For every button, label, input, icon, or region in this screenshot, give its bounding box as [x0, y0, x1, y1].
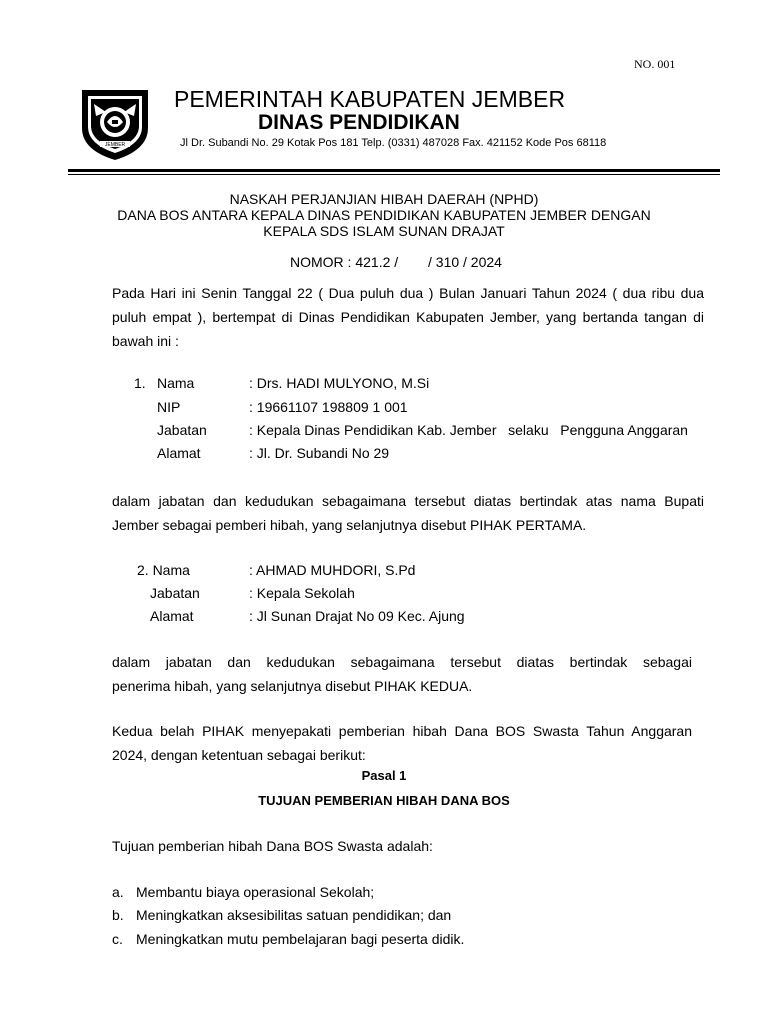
- party2-name-value: : AHMAD MUHDORI, S.Pd: [249, 562, 416, 578]
- paragraph-line: Pada Hari ini Senin Tanggal 22 ( Dua puluh dua ) Bulan Januari Tahun 2024 ( dua ribu dua: [112, 285, 704, 301]
- paragraph-line: 2024, dengan ketentuan sebagai berikut:: [112, 747, 366, 763]
- party1-description: [112, 489, 704, 537]
- paragraph-line: dalam jabatan dan kedudukan sebagaimana tersebut diatas bertindak sebagai: [112, 654, 692, 670]
- paragraph-line: dalam jabatan dan kedudukan sebagaimana tersebut diatas bertindak atas nama Bupati: [112, 493, 704, 509]
- letterhead-divider-thin: [68, 174, 720, 175]
- title-line-1: NASKAH PERJANJIAN HIBAH DAERAH (NPHD): [229, 191, 539, 207]
- paragraph-line: Jember sebagai pemberi hibah, yang selanjutnya disebut PIHAK PERTAMA.: [112, 517, 587, 533]
- list-item-text: Membantu biaya operasional Sekolah;: [136, 884, 375, 900]
- letterhead-divider-thick: [68, 169, 720, 172]
- party2-address-label: Alamat: [150, 608, 194, 624]
- document-number: NO. 001: [634, 57, 676, 71]
- paragraph-line: penerima hibah, yang selanjutnya disebut PIHAK KEDUA.: [112, 678, 473, 694]
- party2-position-label: Jabatan: [150, 585, 200, 601]
- title-line-2: DANA BOS ANTARA KEPALA DINAS PENDIDIKAN KABUPATEN JEMBER DENGAN: [117, 207, 651, 223]
- letterhead-office: DINAS PENDIDIKAN: [258, 111, 460, 134]
- paragraph-line: Kedua belah PIHAK menyepakati pemberian hibah Dana BOS Swasta Tahun Anggaran: [112, 723, 692, 739]
- opening-paragraph: [112, 281, 704, 353]
- paragraph-line: bawah ini :: [112, 333, 179, 349]
- title-line-3: KEPALA SDS ISLAM SUNAN DRAJAT: [263, 223, 505, 239]
- list-item-text: Meningkatkan aksesibilitas satuan pendidikan; dan: [136, 907, 452, 923]
- party1-number: 1.: [134, 375, 146, 391]
- list-item-text: Meningkatkan mutu pembelajaran bagi peserta didik.: [136, 931, 465, 947]
- party1-address-label: Alamat: [157, 445, 201, 461]
- article-intro: Tujuan pemberian hibah Dana BOS Swasta adalah:: [112, 838, 433, 854]
- article-heading: TUJUAN PEMBERIAN HIBAH DANA BOS: [258, 793, 510, 808]
- letterhead-address: Jl Dr. Subandi No. 29 Kotak Pos 181 Telp. (0331) 487028 Fax. 421152 Kode Pos 68118: [180, 137, 607, 149]
- party2-name-label: 2. Nama: [137, 562, 190, 578]
- list-item-letter: a.: [112, 884, 124, 900]
- party1-address-value: : Jl. Dr. Subandi No 29: [249, 445, 390, 461]
- party1-position-value: : Kepala Dinas Pendidikan Kab. Jember selaku Pengguna Anggaran: [249, 422, 688, 438]
- party1-nip-value: : 19661107 198809 1 001: [249, 399, 408, 415]
- party2-address-value: : Jl Sunan Drajat No 09 Kec. Ajung: [249, 608, 465, 624]
- party1-name-label: Nama: [157, 375, 195, 391]
- paragraph-line: puluh empat ), bertempat di Dinas Pendidikan Kabupaten Jember, yang bertanda tangan di: [112, 309, 704, 325]
- article-number: Pasal 1: [361, 768, 407, 783]
- party2-description: [112, 650, 692, 698]
- party1-name-value: : Drs. HADI MULYONO, M.Si: [249, 375, 430, 391]
- letterhead-government: PEMERINTAH KABUPATEN JEMBER: [174, 86, 566, 112]
- document-number-suffix: / 310 / 2024: [428, 254, 502, 270]
- svg-text:JEMBER: JEMBER: [104, 142, 126, 148]
- party1-nip-label: NIP: [157, 399, 181, 415]
- party2-position-value: : Kepala Sekolah: [249, 585, 355, 601]
- jember-regency-logo-icon: [76, 84, 154, 162]
- list-item-letter: b.: [112, 907, 124, 923]
- list-item-letter: c.: [112, 931, 123, 947]
- document-number-prefix: NOMOR : 421.2 /: [290, 254, 399, 270]
- party1-position-label: Jabatan: [157, 422, 207, 438]
- agreement-paragraph: [112, 719, 692, 767]
